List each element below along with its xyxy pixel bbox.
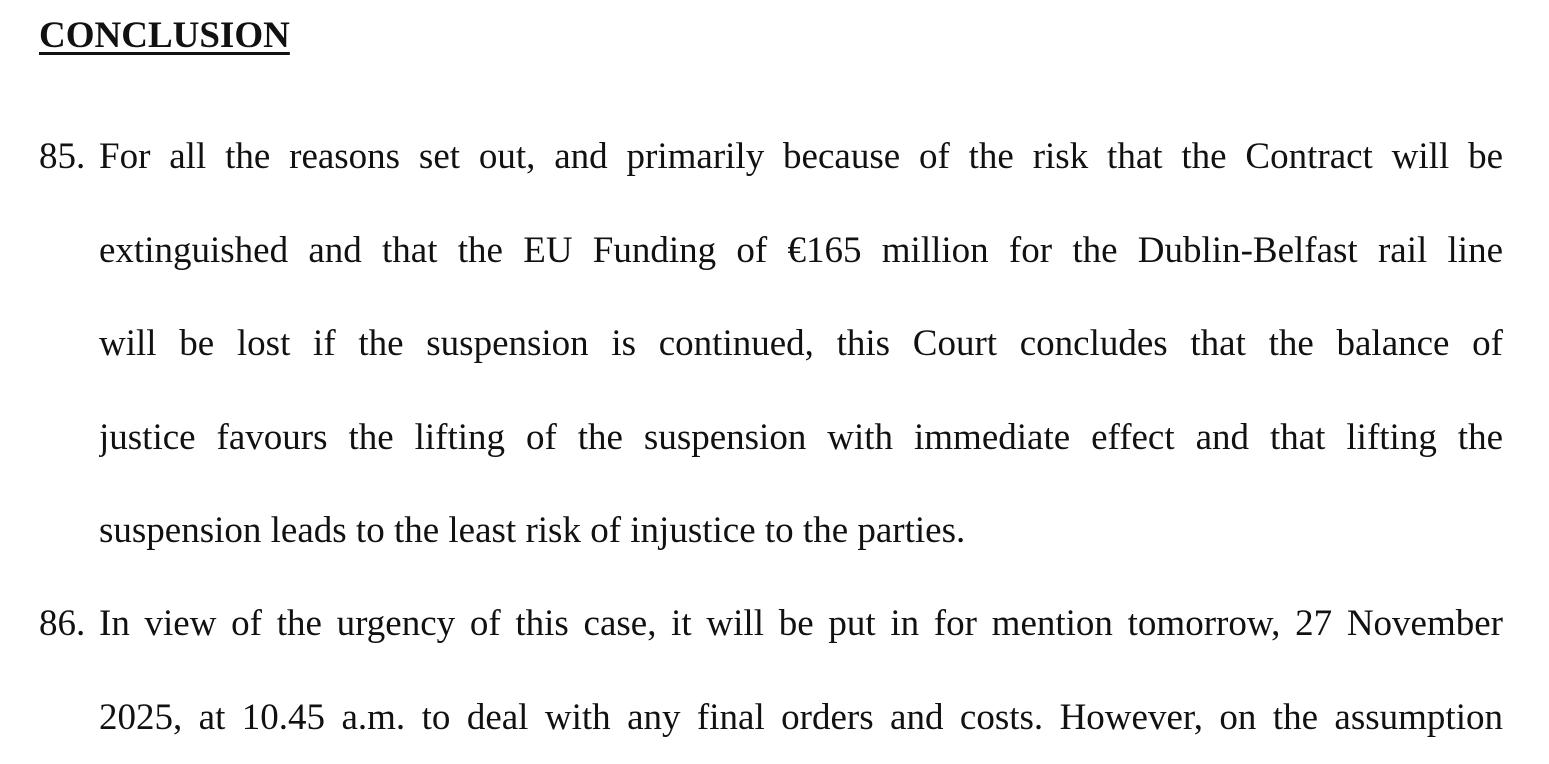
- paragraph-85: [39, 110, 1503, 578]
- paragraph-line: will be lost if the suspension is continued, this Court concludes that the balance of: [99, 297, 1503, 391]
- section-heading: CONCLUSION: [39, 12, 290, 60]
- paragraph-body: [99, 110, 1503, 578]
- paragraph-number: 86.: [39, 577, 99, 671]
- paragraph-86: [39, 577, 1503, 764]
- paragraph-line: In view of the urgency of this case, it will be put in for mention tomorrow, 27 November: [99, 577, 1503, 671]
- paragraph-line: extinguished and that the EU Funding of €165 million for the Dublin-Belfast rail line: [99, 204, 1503, 298]
- paragraph-line: justice favours the lifting of the suspension with immediate effect and that lifting the: [99, 391, 1503, 485]
- paragraph-line: suspension leads to the least risk of injustice to the parties.: [99, 484, 1503, 578]
- paragraph-line: 2025, at 10.45 a.m. to deal with any final orders and costs. However, on the assumption: [99, 671, 1503, 764]
- paragraph-line: For all the reasons set out, and primarily because of the risk that the Contract will be: [99, 110, 1503, 204]
- paragraph-body: [99, 577, 1503, 764]
- paragraph-number: 85.: [39, 110, 99, 204]
